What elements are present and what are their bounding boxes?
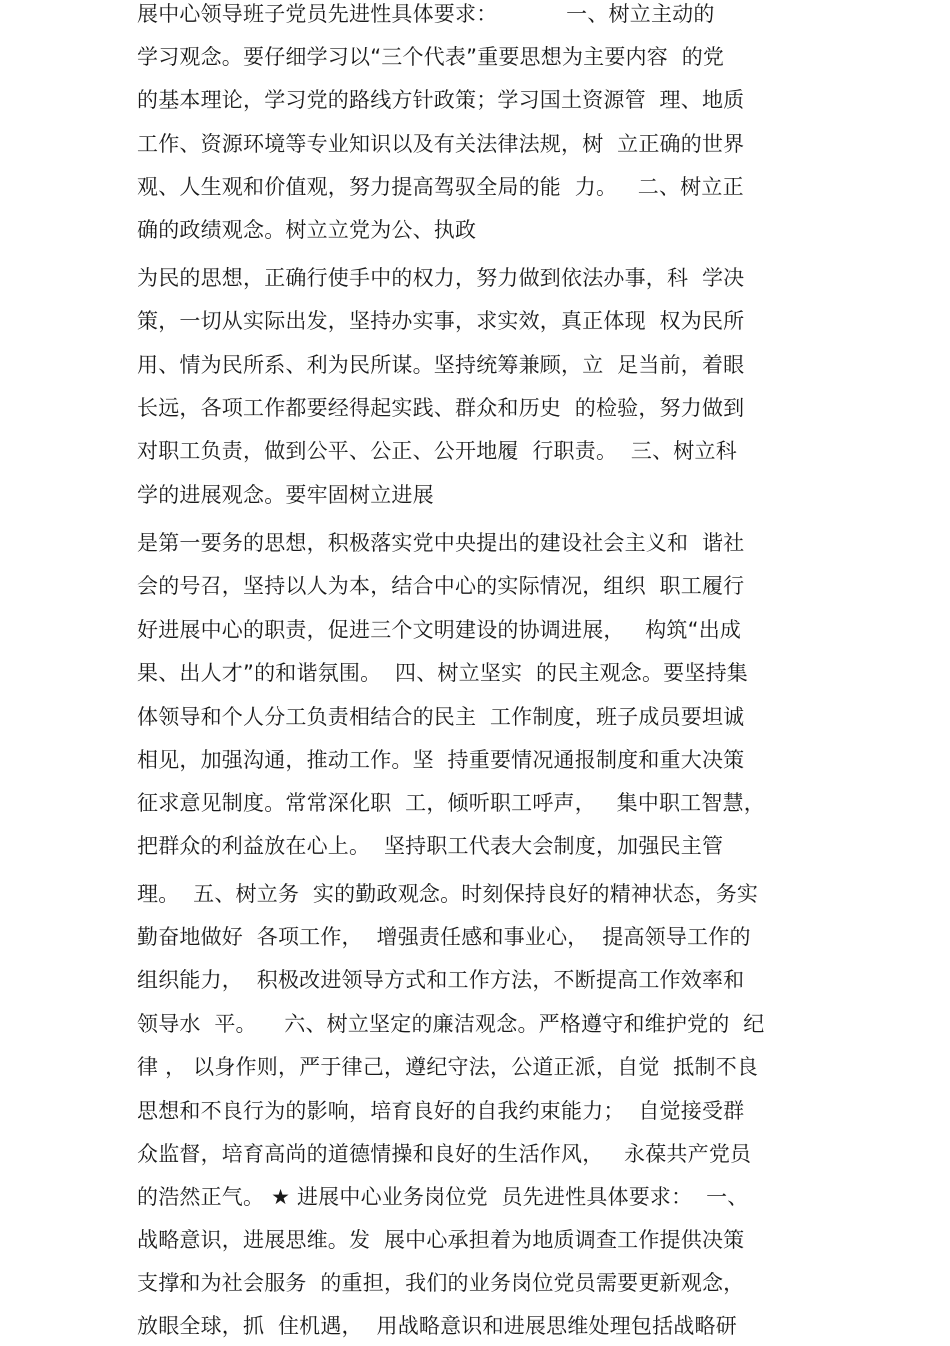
text-line: 长远，各项工作都要经得起实践、群众和历史 的检验，努力做到	[137, 396, 745, 420]
text-line: 相见，加强沟通，推动工作。坚 持重要情况通报制度和重大决策	[137, 748, 745, 772]
text-line: 工作、资源环境等专业知识以及有关法律法规，树 立正确的世界	[137, 132, 745, 156]
text-line: 用、情为民所系、利为民所谋。坚持统筹兼顾，立 足当前，着眼	[137, 353, 745, 377]
text-line: 为民的思想，正确行使手中的权力，努力做到依法办事，科 学决	[137, 266, 745, 290]
text-line: 把群众的利益放在心上。 坚持职工代表大会制度，加强民主管	[137, 834, 724, 858]
text-line: 思想和不良行为的影响，培育良好的自我约束能力； 自觉接受群	[137, 1099, 745, 1123]
text-line: 对职工负责，做到公平、公正、公开地履 行职责。 三、树立科	[137, 439, 737, 463]
text-line: 领导水 平。 六、树立坚定的廉洁观念。严格遵守和维护党的 纪	[137, 1012, 765, 1036]
text-line: 的浩然正气。 ★ 进展中心业务岗位党 员先进性具体要求： 一、	[137, 1185, 749, 1209]
text-line: 支撑和为社会服务 的重担，我们的业务岗位党员需要更新观念，	[137, 1271, 745, 1295]
text-line: 体领导和个人分工负责相结合的民主 工作制度，班子成员要坦诚	[137, 705, 745, 729]
text-line: 律 ， 以身作则，严于律己，遵纪守法，公道正派，自觉 抵制不良	[137, 1055, 759, 1079]
text-line: 展中心领导班子党员先进性具体要求： 一、树立主动的	[137, 2, 715, 26]
text-line: 学的进展观念。要牢固树立进展	[137, 483, 434, 507]
text-line: 是第一要务的思想，积极落实党中央提出的建设社会主义和 谐社	[137, 531, 745, 555]
text-line: 学习观念。要仔细学习以“三个代表”重要思想为主要内容 的党	[137, 45, 725, 69]
text-line: 会的号召，坚持以人为本，结合中心的实际情况，组织 职工履行	[137, 574, 745, 598]
text-line: 征求意见制度。常常深化职 工，倾听职工呼声， 集中职工智慧，	[137, 791, 765, 815]
text-line: 理。 五、树立务 实的勤政观念。时刻保持良好的精神状态，务实	[137, 882, 759, 906]
text-line: 众监督，培育高尚的道德情操和良好的生活作风， 永葆共产党员	[137, 1142, 752, 1166]
text-line: 果、出人才”的和谐氛围。 四、树立坚实 的民主观念。要坚持集	[137, 661, 748, 685]
text-line: 勤奋地做好 各项工作， 增强责任感和事业心， 提高领导工作的	[137, 925, 751, 949]
text-line: 策，一切从实际出发，坚持办实事，求实效，真正体现 权为民所	[137, 309, 745, 333]
text-line: 确的政绩观念。树立立党为公、执政	[137, 218, 477, 242]
text-line: 观、人生观和价值观，努力提高驾驭全局的能 力。 二、树立正	[137, 175, 744, 199]
text-line: 好进展中心的职责，促进三个文明建设的协调进展， 构筑“出成	[137, 618, 742, 642]
text-line: 放眼全球，抓 住机遇， 用战略意识和进展思维处理包括战略研	[137, 1314, 737, 1338]
text-line: 组织能力， 积极改进领导方式和工作方法，不断提高工作效率和	[137, 968, 745, 992]
text-line: 的基本理论，学习党的路线方针政策；学习国土资源管 理、地质	[137, 88, 745, 112]
text-line: 战略意识，进展思维。发 展中心承担着为地质调查工作提供决策	[137, 1228, 745, 1252]
